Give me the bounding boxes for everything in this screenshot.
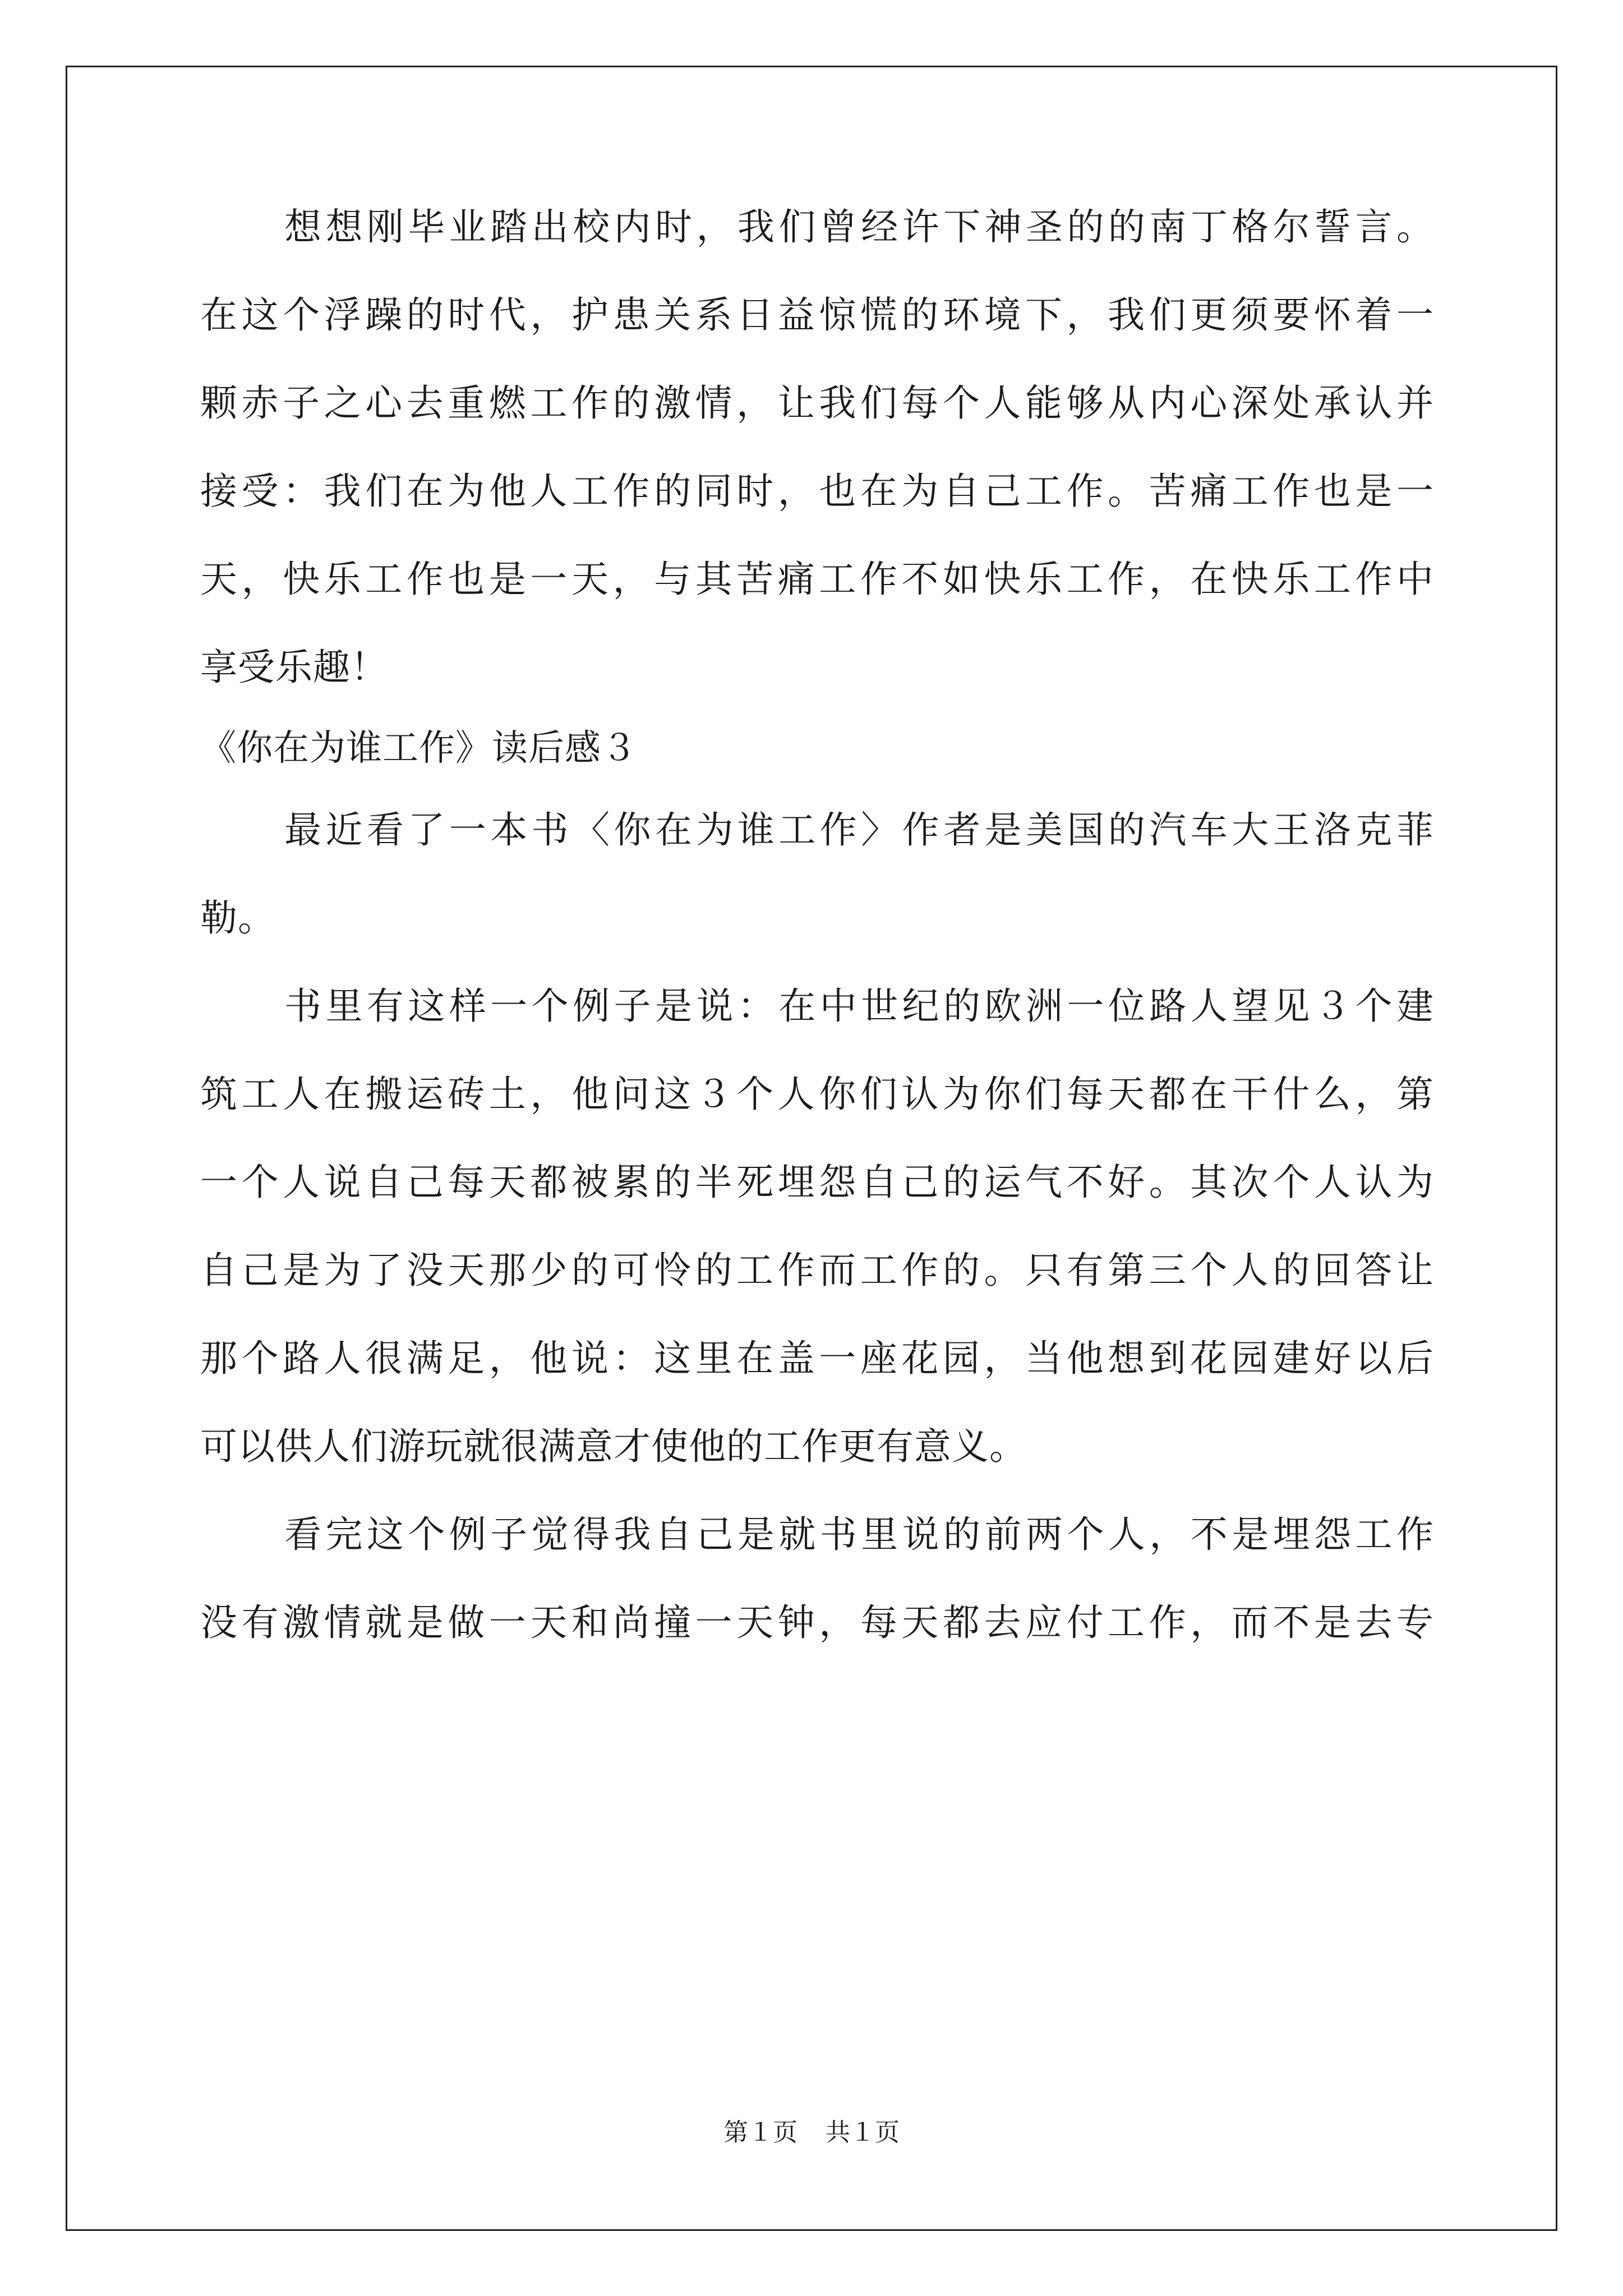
- page-number: 第１页: [723, 2118, 797, 2147]
- paragraph-line: 天，快乐工作也是一天，与其苦痛工作不如快乐工作，在快乐工作中: [200, 558, 1434, 601]
- paragraph-line: 自己是为了没天那少的可怜的工作而工作的。只有第三个人的回答让: [200, 1249, 1434, 1292]
- page-total: 共１页: [826, 2118, 900, 2147]
- paragraph-line: 想想刚毕业踏出校内时，我们曾经许下神圣的的南丁格尔誓言。: [284, 205, 1434, 249]
- paragraph-line: 看完这个例子觉得我自己是就书里说的前两个人，不是埋怨工作: [284, 1513, 1434, 1556]
- paragraph-line: 在这个浮躁的时代，护患关系日益惊慌的环境下，我们更须要怀着一: [200, 293, 1434, 337]
- paragraph-line: 勒。: [200, 896, 275, 940]
- paragraph-line: 最近看了一本书〈你在为谁工作〉作者是美国的汽车大王洛克菲: [284, 808, 1434, 852]
- paragraph-line: 一个人说自己每天都被累的半死埋怨自己的运气不好。其次个人认为: [200, 1161, 1434, 1204]
- paragraph-line: 接受：我们在为他人工作的同时，也在为自己工作。苦痛工作也是一: [200, 470, 1434, 513]
- paragraph-line: 筑工人在搬运砖土，他问这３个人你们认为你们每天都在干什么，第: [200, 1073, 1434, 1116]
- section-heading: 《你在为谁工作》读后感３: [200, 728, 638, 769]
- page-footer: [0, 2116, 1623, 2150]
- paragraph-line: 那个路人很满足，他说：这里在盖一座花园，当他想到花园建好以后: [200, 1337, 1434, 1380]
- paragraph-line: 享受乐趣！: [200, 646, 388, 689]
- paragraph-line: 书里有这样一个例子是说：在中世纪的欧洲一位路人望见３个建: [284, 984, 1434, 1028]
- paragraph-line: 可以供人们游玩就很满意才使他的工作更有意义。: [200, 1425, 1027, 1468]
- paragraph-line: 没有激情就是做一天和尚撞一天钟，每天都去应付工作，而不是去专: [200, 1601, 1434, 1644]
- paragraph-line: 颗赤子之心去重燃工作的激情，让我们每个人能够从内心深处承认并: [200, 381, 1434, 425]
